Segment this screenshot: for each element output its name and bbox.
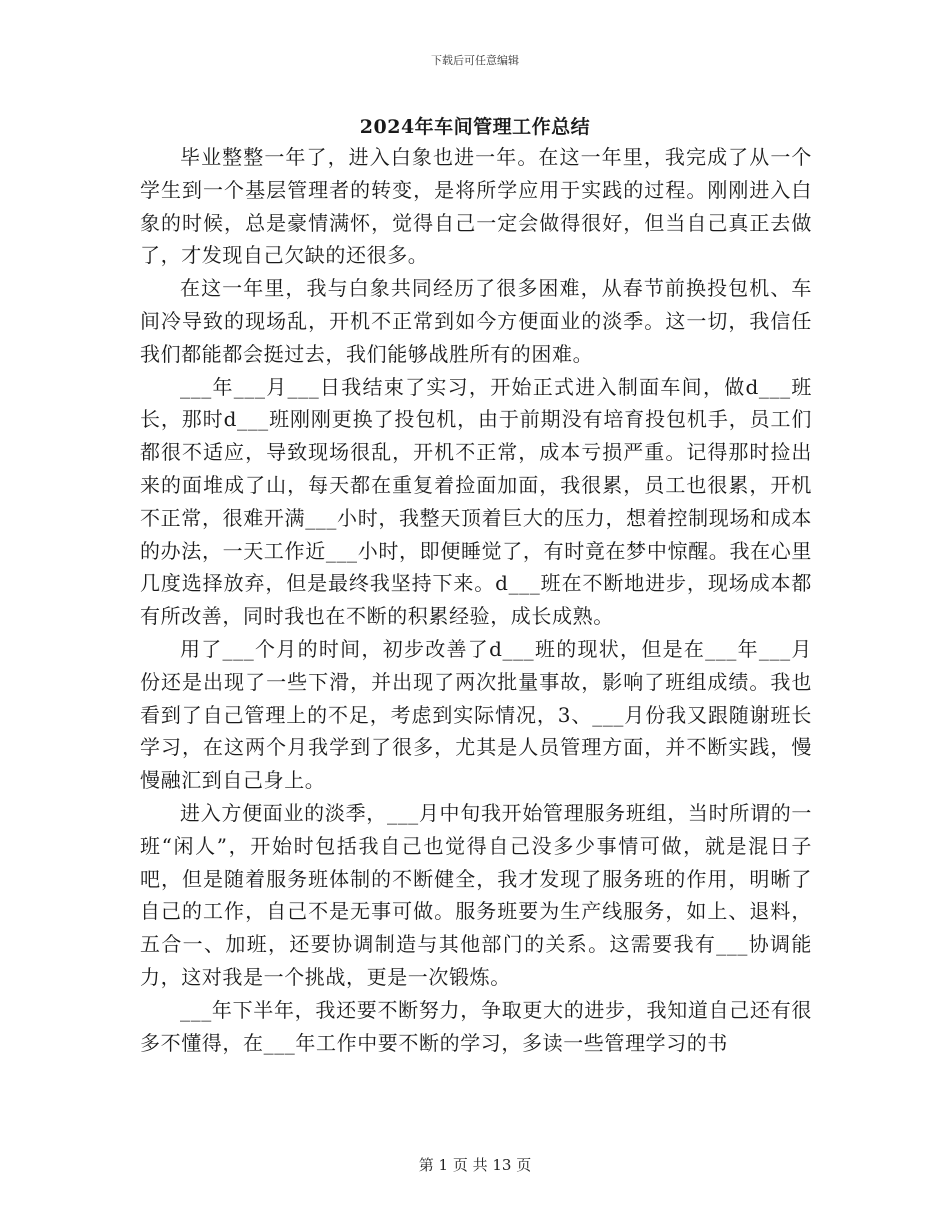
paragraph: ___年___月___日我结束了实习，开始正式进入制面车间，做d___班长，那时d___班刚刚更换了投包机，由于前期没有培育投包机手，员工们都很不适应，导致现场很乱，开机不正常，成本亏损严重。记得那时捡出来的面堆成了山，每天都在重复着捡面加面，我很累，员工也很累，开机不正常，很难开满___小时，我整天顶着巨大的压力，想着控制现场和成本的办法，一天工作近___小时，即便睡觉了，有时竟在梦中惊醒。我在心里几度选择放弃，但是最终我坚持下来。d___班在不断地进步，现场成本都有所改善，同时我也在不断的积累经验，成长成熟。 xyxy=(140,374,812,629)
paragraph: 用了___个月的时间，初步改善了d___班的现状，但是在___年___月份还是出现了一些下滑，并出现了两次批量事故，影响了班组成绩。我也看到了自己管理上的不足，考虑到实际情况，3、___月份我又跟随谢班长学习，在这两个月我学到了很多，尤其是人员管理方面，并不断实践，慢慢融汇到自己身上。 xyxy=(140,636,812,793)
page-header: 下载后可任意编辑 xyxy=(431,54,519,67)
document-body xyxy=(140,141,812,1059)
paragraph: ___年下半年，我还要不断努力，争取更大的进步，我知道自己还有很多不懂得，在___年工作中要不断的学习，多读一些管理学习的书 xyxy=(140,997,812,1055)
page-number: 第 1 页 共 13 页 xyxy=(418,1156,532,1174)
document-title: 2024年车间管理工作总结 xyxy=(359,116,591,138)
paragraph: 进入方便面业的淡季，___月中旬我开始管理服务班组，当时所谓的一班“闲人”，开始时包括我自己也觉得自己没多少事情可做，就是混日子吧，但是随着服务班体制的不断健全，我才发现了服务班的作用，明晰了自己的工作，自己不是无事可做。服务班要为生产线服务，如上、退料，五合一、加班，还要协调制造与其他部门的关系。这需要我有___协调能力，这对我是一个挑战，更是一次锻炼。 xyxy=(140,800,812,989)
paragraph: 毕业整整一年了，进入白象也进一年。在这一年里，我完成了从一个学生到一个基层管理者的转变，是将所学应用于实践的过程。刚刚进入白象的时候，总是豪情满怀，觉得自己一定会做得很好，但当自己真正去做了，才发现自己欠缺的还很多。 xyxy=(140,145,812,268)
paragraph: 在这一年里，我与白象共同经历了很多困难，从春节前换投包机、车间冷导致的现场乱，开机不正常到如今方便面业的淡季。这一切，我信任我们都能都会挺过去，我们能够战胜所有的困难。 xyxy=(140,276,812,366)
